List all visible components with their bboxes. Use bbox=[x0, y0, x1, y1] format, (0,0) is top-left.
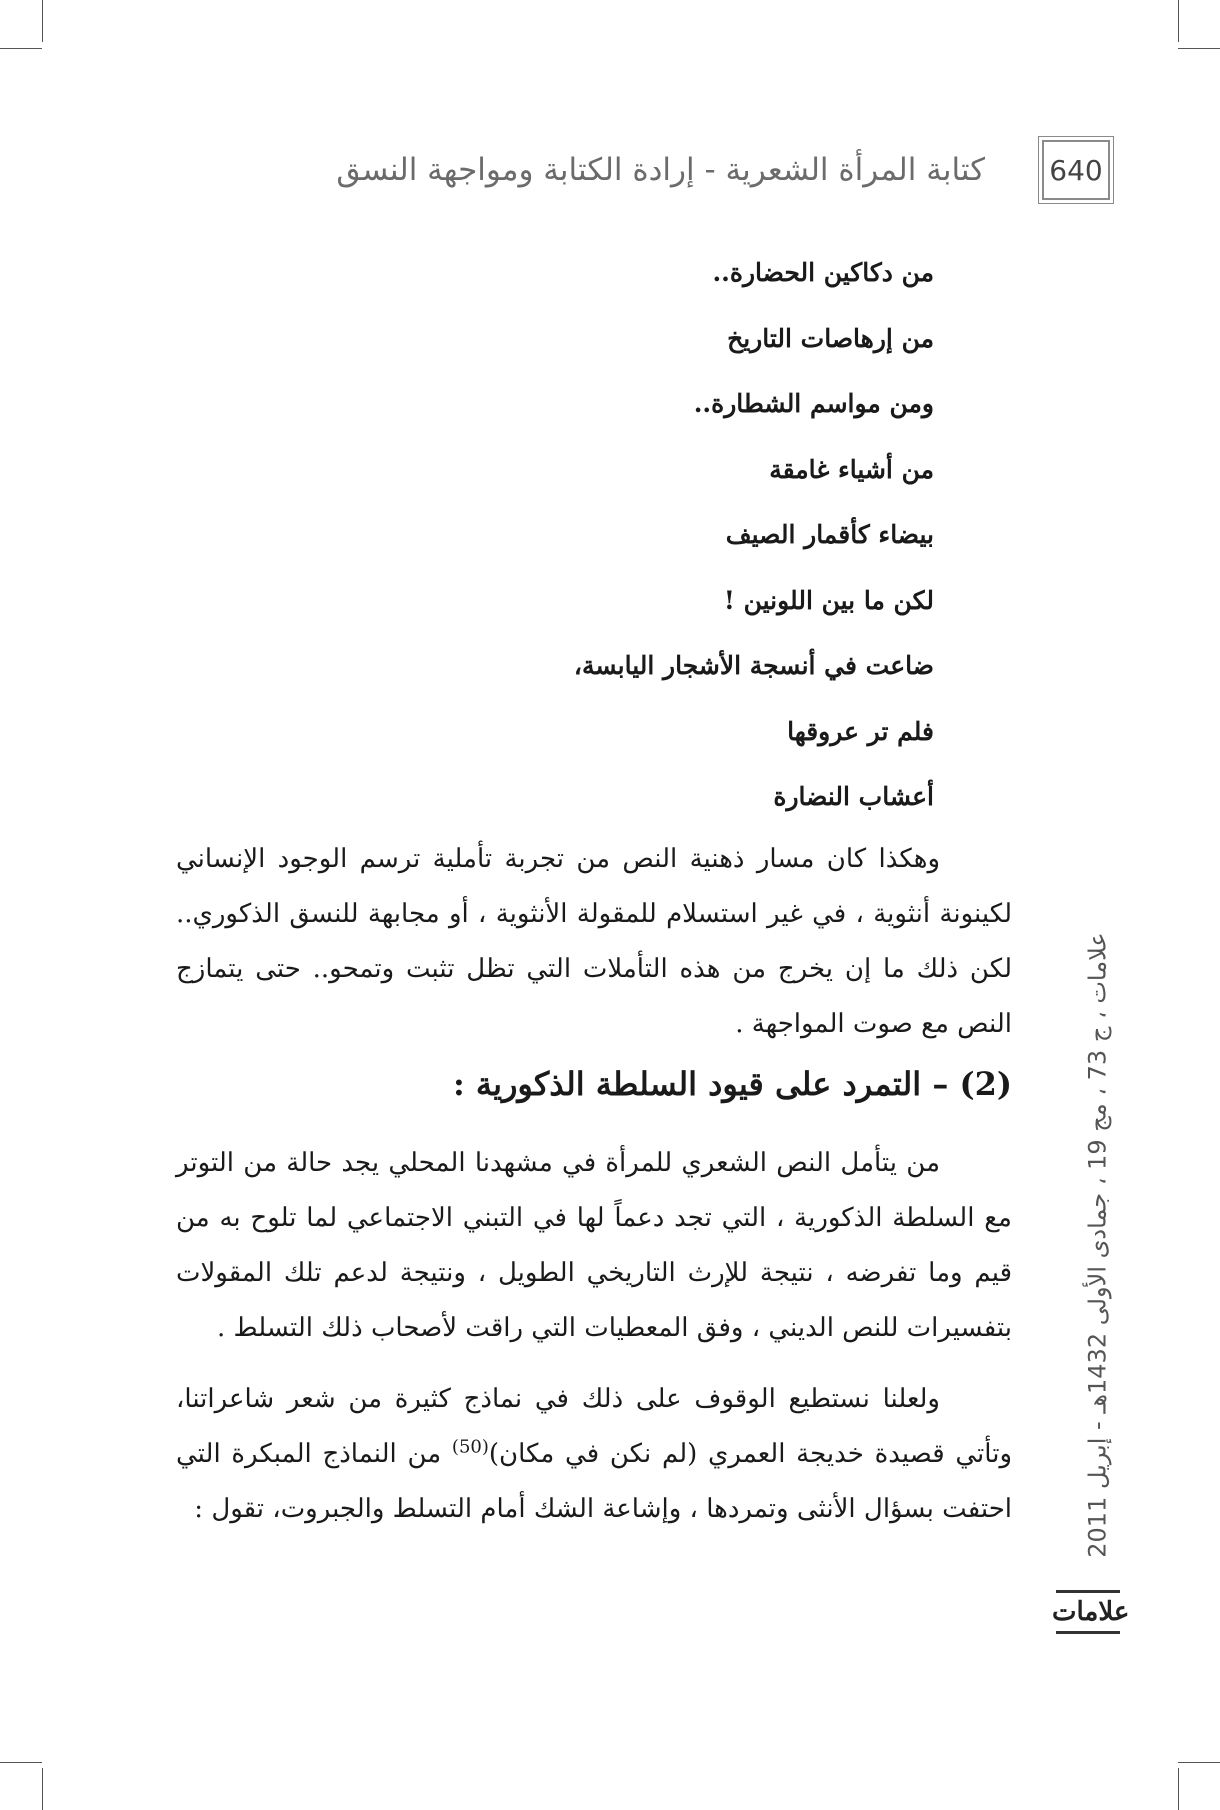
running-header bbox=[180, 140, 1110, 210]
poem-line: بيضاء كأقمار الصيف bbox=[725, 520, 934, 549]
poem-line: من دكاكين الحضارة.. bbox=[712, 258, 934, 287]
poem-line: فلم تر عروقها bbox=[787, 716, 934, 746]
poem-line: من إرهاصات التاريخ bbox=[727, 323, 934, 353]
poem-line: ومن مواسم الشطارة.. bbox=[693, 389, 934, 418]
running-title: كتابة المرأة الشعرية - إرادة الكتابة ومواجهة النسق bbox=[336, 152, 985, 188]
poem-line: من أشياء غامقة bbox=[769, 454, 934, 484]
poem-line: ضاعت في أنسجة الأشجار اليابسة، bbox=[573, 651, 934, 680]
crop-mark bbox=[1178, 48, 1220, 49]
crop-mark bbox=[1178, 0, 1179, 42]
paragraph-text: من النماذج المبكرة التي احتفت بسؤال الأنثى وتمردها ، وإشاعة الشك أمام التسلط والجبروت، تقول : bbox=[176, 1438, 1012, 1524]
journal-citation: علامات ، ج 73 ، مج 19 ، جمادى الأولى 1432هـ - إبريل 2011 bbox=[1084, 932, 1113, 1558]
journal-citation-rail bbox=[1075, 932, 1121, 1558]
page-body bbox=[176, 240, 1012, 1537]
crop-mark bbox=[0, 1762, 42, 1763]
body-paragraph bbox=[176, 1372, 1012, 1537]
body-paragraph: من يتأمل النص الشعري للمرأة في مشهدنا المحلي يجد حالة من التوتر مع السلطة الذكورية ، التي تجد دعماً لها في التبني الاجتماعي لما تلوح به من قيم وما تفرضه ، نتيجة للإرث التاريخي الطويل ، ونتيجة لدعم تلك المقولات بتفسيرات للنص الديني ، وفق المعطيات التي راقت لأصحاب ذلك التسلط . bbox=[176, 1147, 1012, 1343]
footnote-ref[interactable]: (50) bbox=[451, 1435, 489, 1457]
crop-mark bbox=[1178, 1762, 1220, 1763]
paragraph-text: ولعلنا نستطيع الوقوف على ذلك في نماذج كثيرة من شعر شاعراتنا، وتأتي قصيدة خديجة العمري (لم نكن في مكان) bbox=[176, 1383, 1012, 1469]
logo-rule bbox=[1056, 1631, 1120, 1634]
poem-excerpt bbox=[176, 240, 1012, 830]
crop-mark bbox=[1178, 1768, 1179, 1810]
paragraph-gap bbox=[176, 1356, 1012, 1372]
body-paragraph: وهكذا كان مسار ذهنية النص من تجربة تأملية ترسم الوجود الإنساني لكينونة أنثوية ، في غير استسلام للمقولة الأنثوية ، أو مجابهة للنسق الذكوري.. لكن ذلك ما إن يخرج من هذه التأملات التي تظل تثبت وتمحو.. حتى يتمازج النص مع صوت المواجهة . bbox=[176, 843, 1012, 1039]
poem-line: أعشاب النضارة bbox=[773, 782, 934, 811]
crop-mark bbox=[0, 48, 42, 49]
poem-line: لكن ما بين اللونين ! bbox=[723, 585, 934, 615]
page-number: 640 bbox=[1042, 140, 1110, 200]
crop-mark bbox=[42, 0, 43, 42]
crop-mark bbox=[42, 1768, 43, 1810]
logo-text: علامات bbox=[1052, 1597, 1130, 1627]
logo-rule bbox=[1056, 1590, 1120, 1593]
journal-logo bbox=[1052, 1588, 1130, 1638]
section-heading: (2) – التمرد على قيود السلطة الذكورية : bbox=[452, 1064, 1012, 1103]
